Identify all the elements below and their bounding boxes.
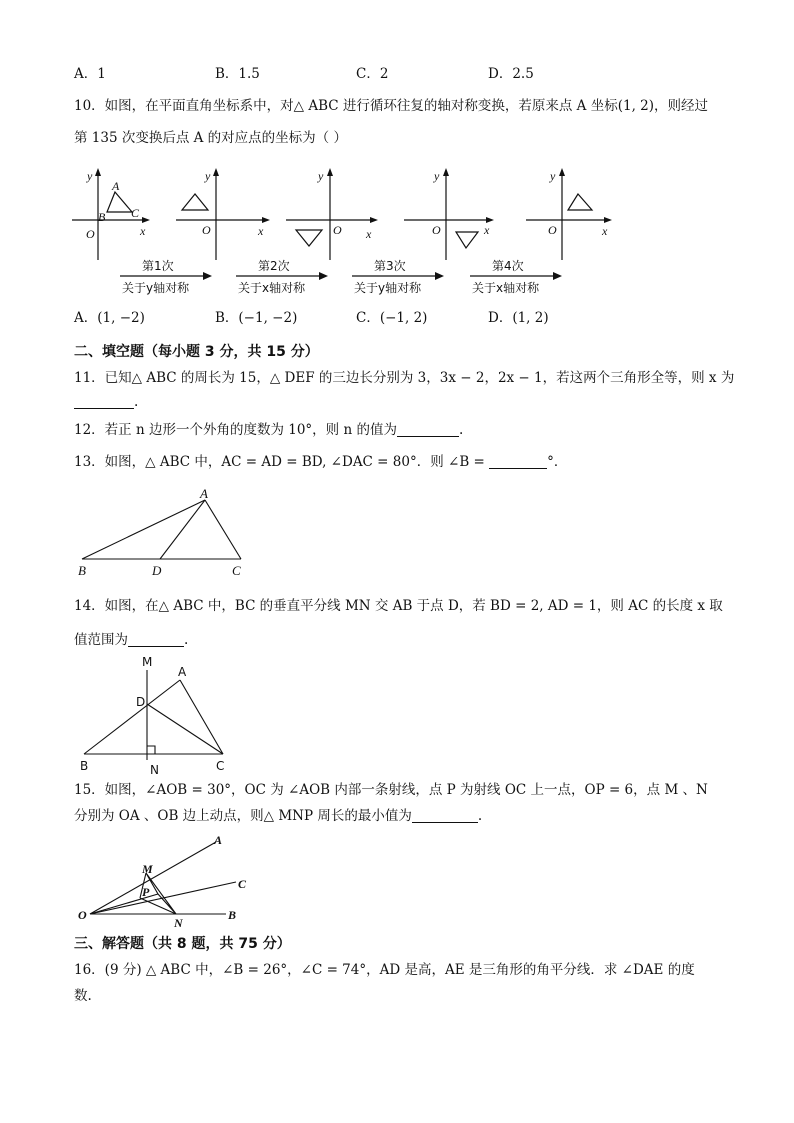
p1-triangle — [107, 192, 132, 212]
q10-option-a: A．(1, −2) — [74, 310, 145, 326]
p3-triangle — [296, 230, 322, 246]
p1-point-c: C — [131, 206, 140, 220]
q14-line1: 14．如图，在△ ABC 中，BC 的垂直平分线 MN 交 AB 于点 D，若 BD = 2, AD = 1，则 AC 的长度 x 取 — [74, 598, 723, 614]
q13-answer-blank[interactable] — [489, 454, 547, 469]
step2-top: 第2次 — [258, 259, 290, 273]
section2-title: 二、填空题（每小题 3 分，共 15 分） — [74, 344, 319, 360]
q14-label-c: C — [216, 759, 225, 773]
q14-line2: 值范围为 . — [74, 632, 189, 648]
q14-label-n: N — [150, 763, 159, 777]
q13-line: 13．如图，△ ABC 中，AC = AD = BD, ∠DAC = 80°．则 ∠B = °． — [74, 454, 568, 470]
p1-x-label: x — [140, 224, 146, 238]
step1-bottom: 关于y轴对称 — [122, 281, 190, 295]
svg-text:x: x — [602, 224, 608, 238]
q15-line2: 分别为 OA 、OB 边上动点，则△ MNP 周长的最小值为 . — [74, 808, 483, 824]
q16-line2: 数. — [74, 988, 92, 1004]
svg-text:x: x — [258, 224, 264, 238]
q15-label-p: P — [142, 885, 150, 899]
q14-label-d: D — [136, 695, 146, 709]
p1-origin-label: O — [86, 227, 95, 241]
svg-text:O: O — [548, 223, 557, 237]
q15-label-b: B — [228, 908, 237, 922]
q11-answer-blank[interactable] — [74, 394, 134, 409]
svg-text:y: y — [550, 169, 556, 183]
q9-option-d: D．2.5 — [488, 66, 534, 82]
q15-label-a: A — [214, 833, 223, 847]
svg-text:O: O — [202, 223, 211, 237]
q10-stem-line2: 第 135 次变换后点 A 的对应点的坐标为（ ） — [74, 130, 347, 146]
q13-label-c: C — [232, 563, 241, 578]
svg-text:O: O — [333, 223, 342, 237]
q9-option-b: B．1.5 — [215, 66, 260, 82]
q13-segment-ad — [160, 500, 205, 559]
p2-triangle — [182, 194, 208, 210]
p5-triangle — [568, 194, 592, 210]
q15-label-c: C — [238, 877, 247, 891]
q15-label-m: M — [142, 862, 153, 876]
q14-segment-ba — [84, 680, 180, 754]
q13-segment-ab — [82, 500, 205, 559]
q14-figure — [76, 652, 246, 778]
q10-stem-line1: 10．如图，在平面直角坐标系中，对△ ABC 进行循环往复的轴对称变换，若原来点 A 坐标(1, 2)，则经过 — [74, 98, 709, 114]
q12-line: 12．若正 n 边形一个外角的度数为 10°，则 n 的值为 . — [74, 422, 464, 438]
q14-label-m: M — [142, 655, 153, 669]
step3-top: 第3次 — [374, 259, 406, 273]
q10-option-c: C．(−1, 2) — [356, 310, 428, 326]
q15-line1: 15．如图，∠AOB = 30°，OC 为 ∠AOB 内部一条射线，点 P 为射线 OC 上一点，OP = 6，点 M 、N — [74, 782, 708, 798]
q14-right-angle — [147, 746, 155, 754]
q11-line1: 11．已知△ ABC 的周长为 15，△ DEF 的三边长分别为 3，3x − 2，2x − 1，若这两个三角形全等，则 x 为 — [74, 370, 735, 386]
q15-label-o: O — [78, 908, 87, 922]
svg-text:y: y — [205, 169, 211, 183]
q10-figure — [70, 162, 630, 300]
q15-label-n: N — [174, 916, 183, 930]
svg-text:O: O — [432, 223, 441, 237]
q15-ray-oc — [90, 882, 236, 914]
q16-line1: 16．(9 分) △ ABC 中，∠B = 26°，∠C = 74°，AD 是高，AE 是三角形的角平分线．求 ∠DAE 的度 — [74, 962, 695, 978]
step4-bottom: 关于x轴对称 — [472, 281, 540, 295]
q11-line2: . — [74, 392, 138, 412]
q14-segment-dc — [147, 704, 223, 754]
step2-bottom: 关于x轴对称 — [238, 281, 306, 295]
q13-label-b: B — [78, 563, 86, 578]
section3-title: 三、解答题（共 8 题，共 75 分） — [74, 936, 291, 952]
q14-segment-ac — [180, 680, 223, 754]
q9-option-a: A．1 — [74, 66, 106, 82]
step1-top: 第1次 — [142, 259, 174, 273]
q13-segment-ac — [205, 500, 241, 559]
svg-text:x: x — [484, 223, 490, 237]
q14-label-a: A — [178, 665, 187, 679]
q13-figure — [72, 484, 262, 580]
q14-answer-blank[interactable] — [128, 632, 184, 647]
p4-triangle — [456, 232, 478, 248]
q9-option-c: C．2 — [356, 66, 389, 82]
p1-point-a: A — [112, 179, 120, 193]
q15-figure — [76, 832, 256, 928]
svg-text:y: y — [318, 169, 324, 183]
q14-label-b: B — [80, 759, 89, 773]
svg-text:y: y — [434, 169, 440, 183]
q13-label-d: D — [152, 563, 162, 578]
p1-y-label: y — [87, 169, 93, 183]
p1-point-b: B — [98, 210, 106, 224]
q12-answer-blank[interactable] — [397, 422, 459, 437]
q10-option-d: D．(1, 2) — [488, 310, 549, 326]
svg-text:x: x — [366, 227, 372, 241]
step3-bottom: 关于y轴对称 — [354, 281, 422, 295]
q13-label-a: A — [200, 486, 208, 501]
q10-option-b: B．(−1, −2) — [215, 310, 298, 326]
q15-answer-blank[interactable] — [412, 808, 478, 823]
step4-top: 第4次 — [492, 259, 524, 273]
